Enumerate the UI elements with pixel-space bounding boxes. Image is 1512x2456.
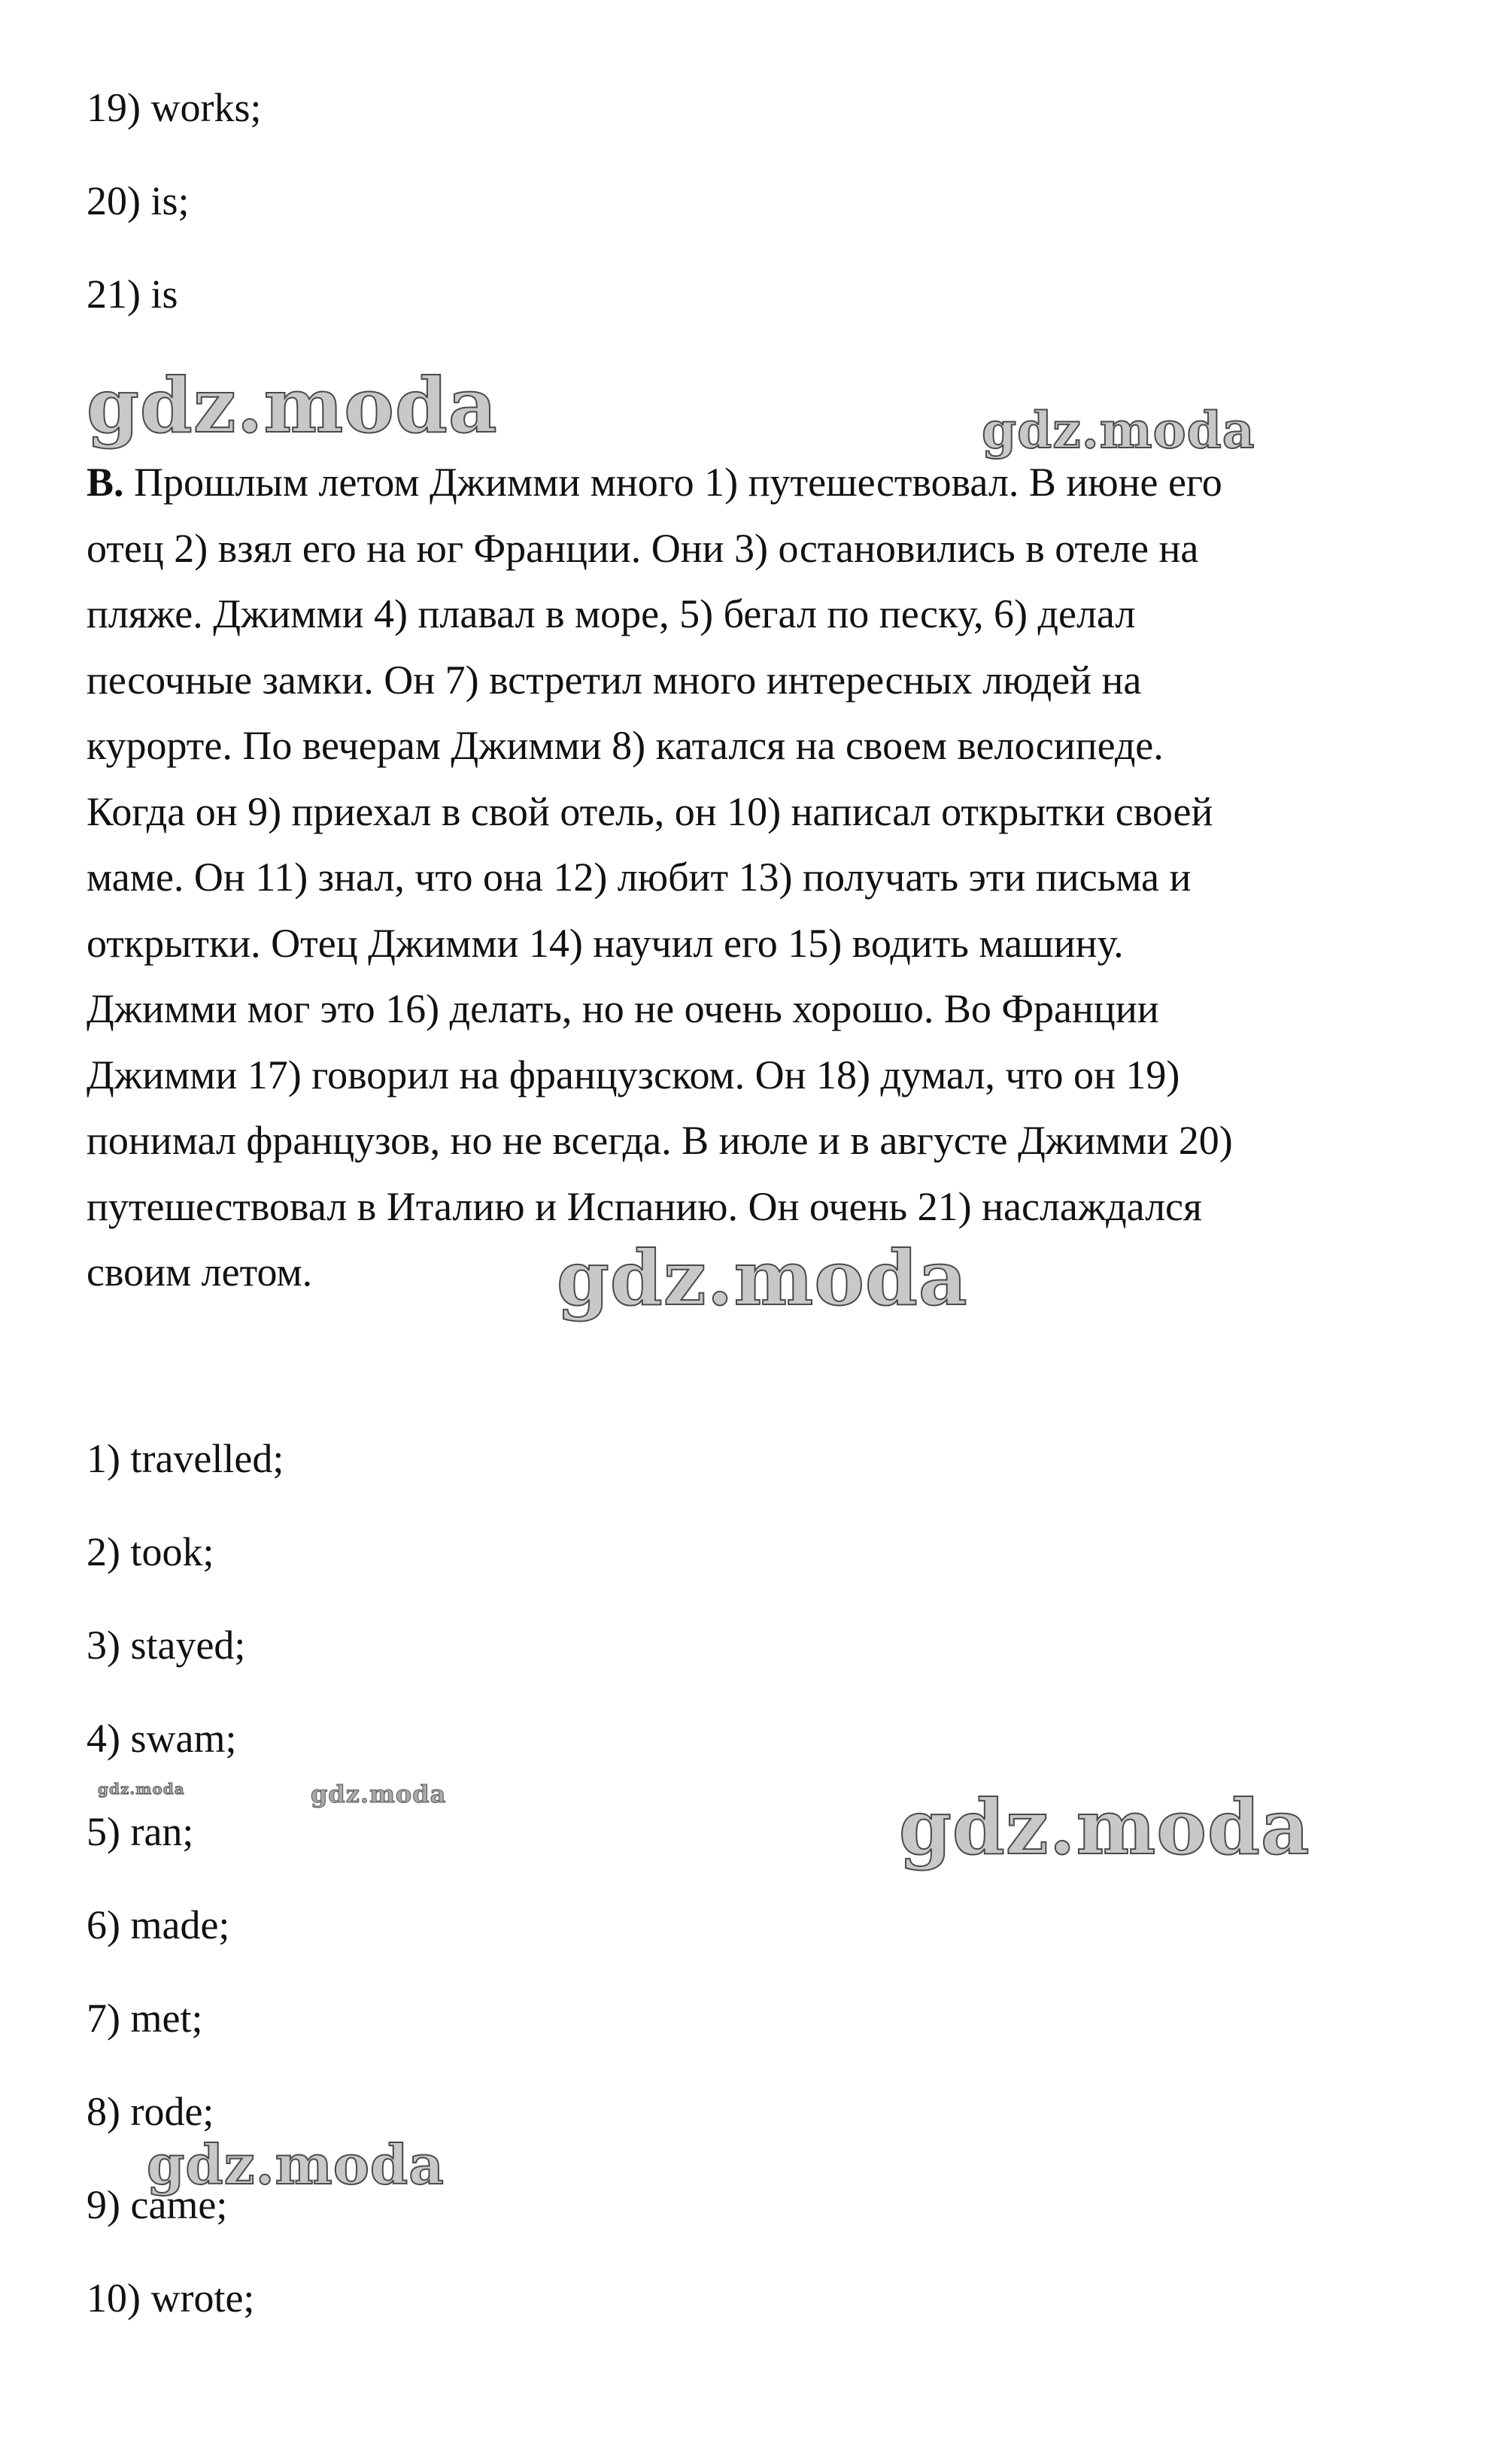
paragraph-line: открытки. Отец Джимми 14) научил его 15) водить машину. — [87, 920, 1124, 966]
paragraph-line: маме. Он 11) знал, что она 12) любит 13) получать эти письма и — [87, 855, 1192, 900]
answer-item: 4) swam; — [87, 1716, 237, 1761]
paragraph-line: курорте. По вечерам Джимми 8) катался на своем велосипеде. — [87, 723, 1164, 768]
answer-item: 10) wrote; — [87, 2275, 255, 2321]
paragraph-line: B. Прошлым летом Джимми много 1) путешествовал. В июне его — [87, 460, 1222, 505]
watermark: gdz.moda — [899, 1783, 1310, 1872]
answer-item: 21) is — [87, 272, 178, 317]
watermark: gdz.moda — [98, 1780, 185, 1798]
paragraph-line: понимал французов, но не всегда. В июле и в августе Джимми 20) — [87, 1118, 1233, 1163]
answer-item: 2) took; — [87, 1529, 214, 1574]
section-label: B. — [87, 460, 124, 505]
paragraph-line: песочные замки. Он 7) встретил много интересных людей на — [87, 657, 1142, 703]
paragraph-line: отец 2) взял его на юг Франции. Они 3) остановились в отеле на — [87, 525, 1199, 571]
answer-item: 7) met; — [87, 1996, 203, 2041]
answer-item: 8) rode; — [87, 2089, 214, 2134]
answer-item: 5) ran; — [87, 1809, 194, 1854]
watermark: gdz.moda — [147, 2133, 445, 2196]
watermark: gdz.moda — [87, 361, 498, 450]
answer-item: 1) travelled; — [87, 1436, 284, 1481]
paragraph-line: Джимми 17) говорил на французском. Он 18) думал, что он 19) — [87, 1052, 1180, 1097]
watermark: gdz.moda — [982, 401, 1255, 460]
paragraph-line: путешествовал в Италию и Испанию. Он очень 21) наслаждался — [87, 1183, 1202, 1229]
answer-item: 20) is; — [87, 178, 190, 223]
paragraph-line: своим летом. — [87, 1249, 313, 1295]
watermark: gdz.moda — [557, 1234, 968, 1322]
section-b-paragraph — [87, 450, 1441, 1306]
paragraph-line: Джимми мог это 16) делать, но не очень хорошо. Во Франции — [87, 986, 1159, 1031]
answer-item: 3) stayed; — [87, 1623, 246, 1668]
paragraph-line: Когда он 9) приехал в свой отель, он 10) написал открытки своей — [87, 788, 1213, 834]
answer-item: 6) made; — [87, 1902, 230, 1947]
watermark: gdz.moda — [311, 1780, 447, 1808]
paragraph-line: пляже. Джимми 4) плавал в море, 5) бегал по песку, 6) делал — [87, 591, 1136, 636]
answer-item: 9) came; — [87, 2182, 228, 2227]
answer-item: 19) works; — [87, 85, 262, 130]
